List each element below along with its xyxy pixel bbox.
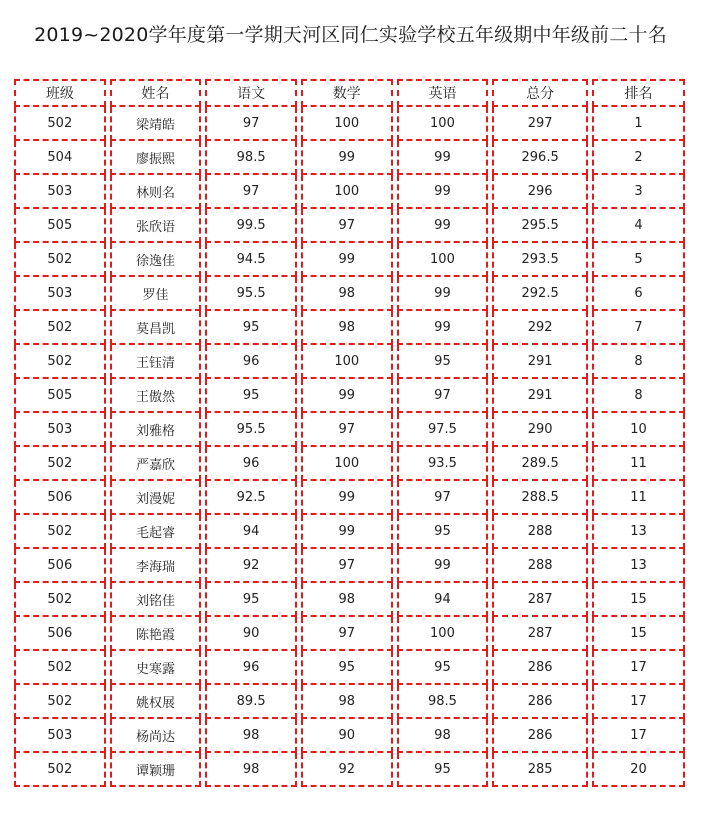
- cell-name: 刘雅格: [110, 413, 202, 447]
- cell-class: 502: [14, 345, 106, 379]
- cell-total: 297: [492, 107, 588, 141]
- cell-chinese: 95.5: [205, 413, 297, 447]
- cell-english: 99: [397, 209, 489, 243]
- table-header-row: [14, 79, 685, 107]
- cell-chinese: 95: [205, 379, 297, 413]
- cell-chinese: 95: [205, 311, 297, 345]
- cell-english: 99: [397, 549, 489, 583]
- cell-chinese: 92: [205, 549, 297, 583]
- cell-name: 史寒露: [110, 651, 202, 685]
- cell-english: 93.5: [397, 447, 489, 481]
- cell-class: 506: [14, 481, 106, 515]
- cell-english: 95: [397, 753, 489, 787]
- cell-math: 100: [301, 447, 393, 481]
- cell-chinese: 96: [205, 651, 297, 685]
- page-title: 2019~2020学年度第一学期天河区同仁实验学校五年级期中年级前二十名: [34, 24, 667, 46]
- header-math: 数学: [301, 79, 393, 107]
- cell-rank: 7: [592, 311, 685, 345]
- cell-math: 90: [301, 719, 393, 753]
- cell-name: 林则名: [110, 175, 202, 209]
- cell-total: 288: [492, 515, 588, 549]
- cell-chinese: 89.5: [205, 685, 297, 719]
- cell-english: 95: [397, 651, 489, 685]
- cell-name: 严嘉欣: [110, 447, 202, 481]
- cell-class: 504: [14, 141, 106, 175]
- table-row: [14, 243, 685, 277]
- cell-name: 谭颖珊: [110, 753, 202, 787]
- cell-rank: 11: [592, 447, 685, 481]
- cell-total: 290: [492, 413, 588, 447]
- cell-math: 98: [301, 685, 393, 719]
- cell-class: 502: [14, 583, 106, 617]
- table-row: [14, 379, 685, 413]
- cell-rank: 1: [592, 107, 685, 141]
- cell-rank: 8: [592, 345, 685, 379]
- table-row: [14, 175, 685, 209]
- cell-english: 99: [397, 277, 489, 311]
- cell-total: 295.5: [492, 209, 588, 243]
- table-row: [14, 345, 685, 379]
- cell-total: 291: [492, 345, 588, 379]
- ranking-table: [10, 79, 689, 787]
- cell-class: 502: [14, 243, 106, 277]
- cell-class: 506: [14, 617, 106, 651]
- cell-name: 莫昌凯: [110, 311, 202, 345]
- cell-class: 505: [14, 209, 106, 243]
- cell-english: 100: [397, 243, 489, 277]
- cell-name: 李海瑞: [110, 549, 202, 583]
- cell-rank: 8: [592, 379, 685, 413]
- cell-name: 毛起睿: [110, 515, 202, 549]
- cell-chinese: 92.5: [205, 481, 297, 515]
- cell-english: 97: [397, 481, 489, 515]
- header-total: 总分: [492, 79, 588, 107]
- cell-rank: 17: [592, 685, 685, 719]
- cell-name: 陈艳霞: [110, 617, 202, 651]
- cell-rank: 10: [592, 413, 685, 447]
- cell-class: 502: [14, 515, 106, 549]
- cell-math: 100: [301, 107, 393, 141]
- cell-name: 杨尚达: [110, 719, 202, 753]
- cell-total: 292.5: [492, 277, 588, 311]
- cell-math: 99: [301, 481, 393, 515]
- cell-chinese: 97: [205, 175, 297, 209]
- cell-name: 刘铭佳: [110, 583, 202, 617]
- cell-english: 98.5: [397, 685, 489, 719]
- cell-total: 296.5: [492, 141, 588, 175]
- cell-rank: 17: [592, 651, 685, 685]
- cell-total: 292: [492, 311, 588, 345]
- cell-rank: 17: [592, 719, 685, 753]
- cell-math: 99: [301, 141, 393, 175]
- cell-math: 99: [301, 379, 393, 413]
- cell-math: 100: [301, 345, 393, 379]
- cell-name: 罗佳: [110, 277, 202, 311]
- header-chinese: 语文: [205, 79, 297, 107]
- cell-total: 286: [492, 651, 588, 685]
- cell-name: 徐逸佳: [110, 243, 202, 277]
- cell-name: 张欣语: [110, 209, 202, 243]
- table-row: [14, 583, 685, 617]
- cell-total: 286: [492, 685, 588, 719]
- cell-chinese: 96: [205, 345, 297, 379]
- cell-name: 梁靖皓: [110, 107, 202, 141]
- cell-english: 98: [397, 719, 489, 753]
- table-row: [14, 515, 685, 549]
- cell-total: 287: [492, 583, 588, 617]
- cell-chinese: 94.5: [205, 243, 297, 277]
- cell-rank: 2: [592, 141, 685, 175]
- cell-math: 97: [301, 617, 393, 651]
- cell-class: 502: [14, 447, 106, 481]
- cell-class: 505: [14, 379, 106, 413]
- cell-rank: 11: [592, 481, 685, 515]
- cell-chinese: 98: [205, 719, 297, 753]
- cell-english: 100: [397, 617, 489, 651]
- cell-name: 王钰清: [110, 345, 202, 379]
- cell-math: 98: [301, 583, 393, 617]
- table-row: [14, 549, 685, 583]
- header-rank: 排名: [592, 79, 685, 107]
- cell-class: 503: [14, 175, 106, 209]
- cell-rank: 6: [592, 277, 685, 311]
- table-row: [14, 413, 685, 447]
- cell-class: 502: [14, 685, 106, 719]
- cell-math: 100: [301, 175, 393, 209]
- header-english: 英语: [397, 79, 489, 107]
- cell-english: 97: [397, 379, 489, 413]
- cell-class: 503: [14, 719, 106, 753]
- cell-chinese: 97: [205, 107, 297, 141]
- cell-math: 97: [301, 209, 393, 243]
- table-row: [14, 617, 685, 651]
- table-row: [14, 753, 685, 787]
- cell-rank: 15: [592, 583, 685, 617]
- table-row: [14, 311, 685, 345]
- cell-english: 95: [397, 345, 489, 379]
- cell-total: 289.5: [492, 447, 588, 481]
- table-row: [14, 447, 685, 481]
- table-row: [14, 685, 685, 719]
- cell-name: 姚权展: [110, 685, 202, 719]
- cell-math: 98: [301, 311, 393, 345]
- cell-math: 99: [301, 243, 393, 277]
- cell-math: 92: [301, 753, 393, 787]
- cell-math: 98: [301, 277, 393, 311]
- cell-english: 100: [397, 107, 489, 141]
- cell-english: 99: [397, 175, 489, 209]
- cell-math: 97: [301, 549, 393, 583]
- ranking-table-container: [10, 79, 689, 787]
- cell-class: 502: [14, 753, 106, 787]
- cell-chinese: 99.5: [205, 209, 297, 243]
- cell-chinese: 95: [205, 583, 297, 617]
- cell-rank: 15: [592, 617, 685, 651]
- cell-name: 廖振熙: [110, 141, 202, 175]
- header-class: 班级: [14, 79, 106, 107]
- cell-rank: 5: [592, 243, 685, 277]
- table-body: [14, 107, 685, 787]
- cell-english: 95: [397, 515, 489, 549]
- cell-total: 291: [492, 379, 588, 413]
- cell-total: 288: [492, 549, 588, 583]
- cell-rank: 13: [592, 515, 685, 549]
- cell-total: 296: [492, 175, 588, 209]
- table-row: [14, 277, 685, 311]
- table-row: [14, 651, 685, 685]
- cell-chinese: 90: [205, 617, 297, 651]
- cell-math: 97: [301, 413, 393, 447]
- cell-total: 286: [492, 719, 588, 753]
- table-row: [14, 719, 685, 753]
- cell-chinese: 95.5: [205, 277, 297, 311]
- cell-rank: 13: [592, 549, 685, 583]
- cell-class: 502: [14, 107, 106, 141]
- table-row: [14, 107, 685, 141]
- cell-math: 95: [301, 651, 393, 685]
- cell-chinese: 96: [205, 447, 297, 481]
- cell-total: 285: [492, 753, 588, 787]
- cell-chinese: 94: [205, 515, 297, 549]
- cell-total: 293.5: [492, 243, 588, 277]
- cell-total: 287: [492, 617, 588, 651]
- cell-math: 99: [301, 515, 393, 549]
- cell-english: 99: [397, 311, 489, 345]
- cell-chinese: 98.5: [205, 141, 297, 175]
- cell-total: 288.5: [492, 481, 588, 515]
- cell-class: 502: [14, 651, 106, 685]
- cell-english: 97.5: [397, 413, 489, 447]
- cell-rank: 3: [592, 175, 685, 209]
- cell-class: 506: [14, 549, 106, 583]
- table-row: [14, 209, 685, 243]
- cell-name: 刘漫妮: [110, 481, 202, 515]
- cell-english: 94: [397, 583, 489, 617]
- cell-chinese: 98: [205, 753, 297, 787]
- cell-rank: 4: [592, 209, 685, 243]
- cell-rank: 20: [592, 753, 685, 787]
- cell-english: 99: [397, 141, 489, 175]
- table-row: [14, 481, 685, 515]
- table-row: [14, 141, 685, 175]
- header-name: 姓名: [110, 79, 202, 107]
- cell-name: 王傲然: [110, 379, 202, 413]
- cell-class: 503: [14, 277, 106, 311]
- cell-class: 503: [14, 413, 106, 447]
- cell-class: 502: [14, 311, 106, 345]
